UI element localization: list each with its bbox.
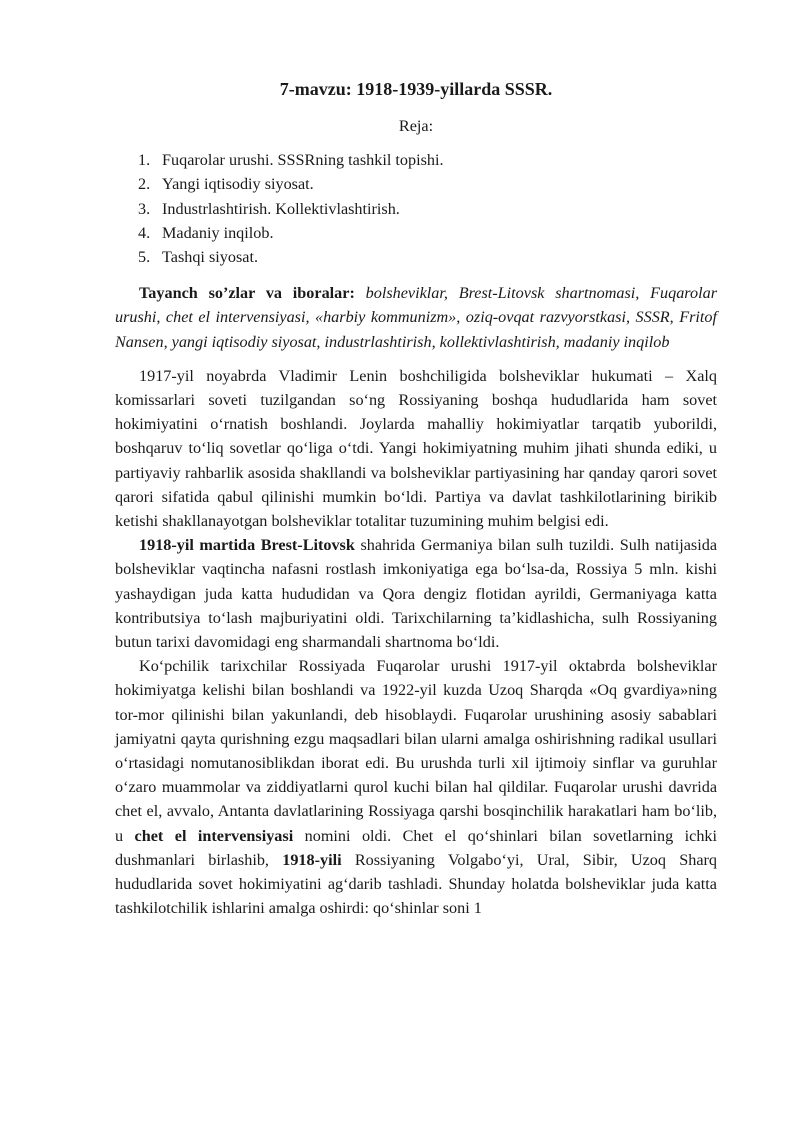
- body-paragraph-1: 1917-yil noyabrda Vladimir Lenin boshchiligida bolsheviklar hukumati – Xalq komissarlari soveti tuzilgandan so‘ng Rossiyaning boshqa hududlarida ham sovet hokimiyatini o‘rnatish boshlandi. Joylarda mahalliy hokimiyatlar tarqatib yuborildi, boshqaruv to‘liq sovetlar qo‘liga o‘tdi. Yangi hokimiyatning muhim jihati shunda ediki, u partiyaviy rahbarlik asosida shakllandi va bolsheviklar partiyasining har qanday qarori sovet qarori sifatida qabul qilinishi mumkin bo‘ldi. Partiya va davlat tashkilotlarining birikib ketishi shakllanayotgan bolsheviklar totalitar tuzumining muhim belgisi edi.: [115, 366, 717, 531]
- plan-item-number: 3.: [138, 199, 151, 218]
- plan-item-text: Madaniy inqilob.: [162, 223, 274, 242]
- plan-list: [115, 148, 717, 269]
- bold-place: Brest-Litovsk: [260, 536, 355, 555]
- paragraph-text: nomini oldi. Chet el qo‘shinlari bilan sovetlarning ichki dushmanlari birlashib,: [115, 826, 717, 869]
- plan-item-number: 1.: [138, 151, 151, 170]
- plan-item: [138, 245, 717, 269]
- page-title: 7-mavzu: 1918-1939-yillarda SSSR.: [279, 79, 553, 99]
- plan-item: [138, 221, 717, 245]
- bold-date: 1918-yili: [282, 850, 342, 869]
- paragraph-text: Ko‘pchilik tarixchilar Rossiyada Fuqarolar urushi 1917-yil oktabrda bolsheviklar hokimiyatga kelishi bilan boshlandi va 1922-yil kuzda Uzoq Sharqda «Oq gvardiya»ning tor-mor qilinishi bilan yakunlandi, deb hisoblaydi. Fuqarolar urushining asosiy sabablari jamiyatni qayta qurishning ezgu maqsadlari bilan ularni amalga oshirishning radikal usullari o‘rtasidagi nomutanosiblikdan iborat edi. Bu urushda turli xil ijtimoiy sinflar va guruhlar o‘zaro muammolar va ziddiyatlarni qurol kuchi bilan hal qildilar. Fuqarolar urushi davrida chet el, avvalo, Antanta davlatlarining Rossiyaga qarshi bosqinchilik harakatlari ham bo‘lib, u: [115, 657, 717, 845]
- keywords-list: bolsheviklar, Brest-Litovsk shartnomasi, Fuqarolar urushi, chet el intervensiyasi, «harbiy kommunizm», oziq-ovqat razvyorstkasi, SSSR, Fritof Nansen, yangi iqtisodiy siyosat, industrlashtirish, kollektivlashtirish, madaniy inqilob: [115, 284, 717, 351]
- plan-heading: Reja:: [398, 117, 434, 135]
- body-paragraph-2: [115, 533, 717, 654]
- paragraph-text: shahrida Germaniya bilan sulh tuzildi. Sulh natijasida bolsheviklar vaqtincha nafasni rostlash imkoniyatiga ega bo‘lsa-da, Rossiya 5 mln. kishi yashaydigan juda katta hududidan va Qora dengiz flotidan ayrildi, Germaniyaga katta kontributsiya to‘lash majburiyatini oldi. Tarixchilarning ta’kidlashicha, sulh Rossiyaning butun tarixi davomidagi eng sharmandali shartnoma bo‘ldi.: [115, 536, 718, 652]
- plan-item-text: Tashqi siyosat.: [162, 248, 258, 267]
- plan-item: [138, 148, 717, 172]
- keywords-label: Tayanch so’zlar va iboralar:: [139, 284, 355, 303]
- bold-date: 1918-yil martida: [139, 536, 256, 555]
- bold-term: chet el intervensiyasi: [134, 826, 294, 845]
- body-paragraph-3: [115, 654, 717, 920]
- plan-item-text: Industrlashtirish. Kollektivlashtirish.: [162, 199, 400, 218]
- plan-item-number: 2.: [138, 175, 151, 194]
- plan-item-text: Yangi iqtisodiy siyosat.: [162, 175, 314, 194]
- plan-item-number: 5.: [138, 248, 151, 267]
- plan-item: [138, 172, 717, 196]
- plan-item-text: Fuqarolar urushi. SSSRning tashkil topishi.: [162, 151, 444, 170]
- plan-item-number: 4.: [138, 223, 151, 242]
- plan-item: [138, 197, 717, 221]
- keywords-paragraph: [115, 281, 717, 354]
- paragraph-text: Rossiyaning Volgabo‘yi, Ural, Sibir, Uzoq Sharq hududlarida sovet hokimiyatini ag‘darib tashladi. Shunday holatda bolsheviklar juda katta tashkilotchilik ishlarini amalga oshirdi: qo‘shinlar soni 1: [115, 850, 718, 918]
